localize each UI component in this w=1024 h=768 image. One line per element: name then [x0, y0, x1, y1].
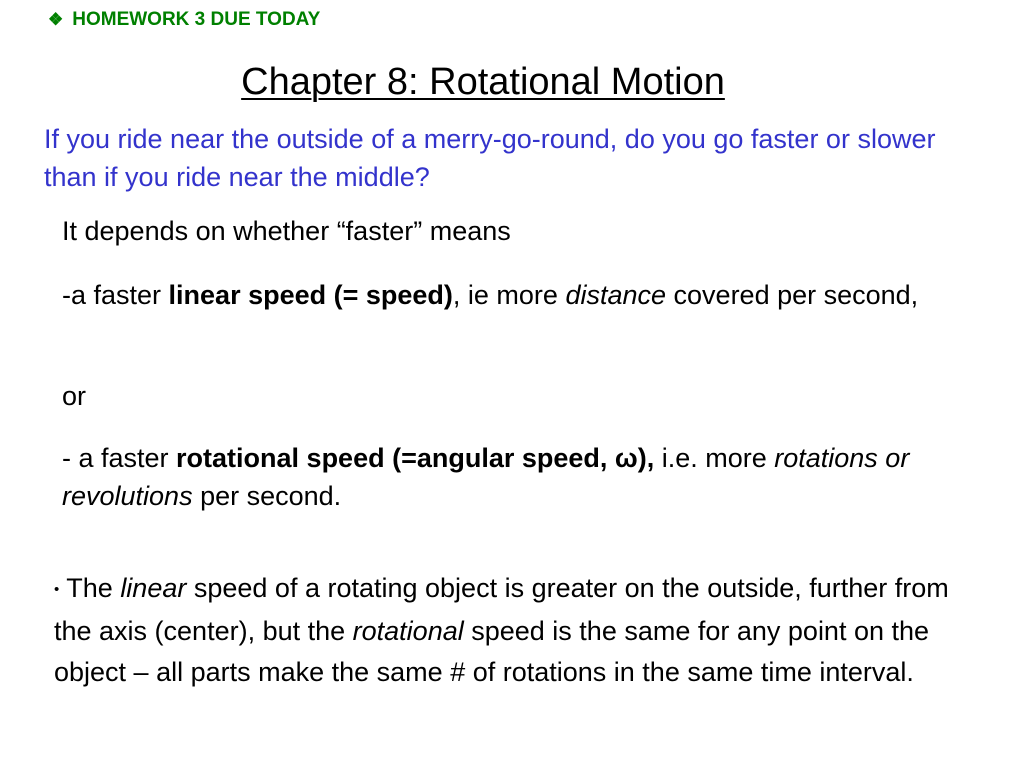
linear-suffix: covered per second, [666, 280, 919, 310]
bullet-part3: speed is the same for any point on the object – all parts make the same # of rotations in the same time interval. [54, 615, 930, 687]
distance-term: distance [565, 280, 667, 310]
answer-linear-speed [62, 276, 962, 314]
summary-bullet [54, 568, 954, 694]
rotational-speed-term: rotational speed (=angular speed, ω), [176, 443, 655, 473]
homework-notice [48, 9, 320, 31]
rotational-prefix: - a faster [62, 443, 177, 473]
homework-text: HOMEWORK 3 DUE TODAY [72, 9, 321, 30]
bullet-part2: speed of a rotating object is greater on the outside, further from the axis (center), but the [54, 573, 949, 646]
linear-speed-term: linear speed (= speed) [168, 280, 453, 310]
answer-or: or [62, 381, 87, 411]
rotational-term: rotational [352, 615, 464, 646]
rotational-suffix: per second. [192, 481, 342, 511]
answer-rotational-speed [62, 439, 962, 515]
slide-title: Chapter 8: Rotational Motion [241, 61, 725, 103]
rotations-term: rotations or revolutions [62, 443, 910, 511]
diamond-bullet-icon: ❖ [48, 10, 64, 29]
rotational-middle: i.e. more [654, 443, 775, 473]
bullet-dot-icon: • [54, 581, 60, 598]
linear-middle: , ie more [452, 280, 566, 310]
linear-prefix: -a faster [62, 280, 169, 310]
bullet-part1: The [59, 573, 121, 603]
question-text: If you ride near the outside of a merry-go-round, do you go faster or slower than if you ride near the middle? [44, 124, 936, 192]
answer-intro: It depends on whether “faster” means [62, 216, 511, 246]
linear-term: linear [120, 573, 187, 603]
